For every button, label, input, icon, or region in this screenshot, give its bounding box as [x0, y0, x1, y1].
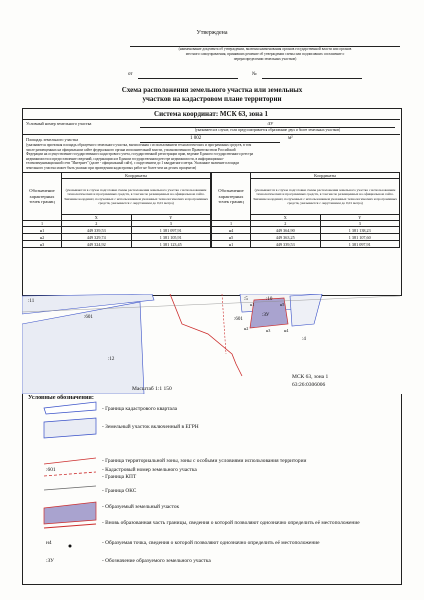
legend-sym-cadnum: :601 — [46, 467, 56, 473]
parcel-12 — [22, 302, 144, 394]
y-label: Y — [320, 215, 400, 221]
map-label: :601 — [234, 317, 243, 322]
conditional-number-label: Условный номер земельного участка — [26, 121, 92, 126]
point-label: н1 — [250, 302, 255, 307]
legend-title: Условные обозначения: — [28, 394, 94, 401]
legend-frame — [22, 394, 402, 585]
map-label: :4 — [302, 337, 306, 342]
area-notes: (указывается проектная площадь образуемого земельного участка, вычисленная с использованием технологических и программных средств, в том числе размещенных на официальном сайте федерального органа исполнительной власти, уполномоченного Правительством Российской Федерации на осуществление государственного кадастрового учета, государственной регистрации прав, ведение Единого государственного реестра недвижимости и предоставление сведений, содержащихся в Едином государственном реестре недвижимости, в информационно- телекоммуникационной сети "Интернет" (далее - официальный сайт), с округлением до 1 квадратного метра. Указанное значение площади земельного участка может быть указано при проведении кадастровых работ не более чем на десять процентов) — [26, 143, 254, 170]
map-label: :12 — [108, 357, 115, 362]
approval-title: Утверждена — [196, 30, 228, 36]
col-num: 2 — [62, 221, 132, 227]
area-label: Площадь земельного участка — [26, 137, 79, 142]
coord-system: Система координат: МСК 63, зона 1 — [154, 110, 268, 118]
region-code: 63:26:0306006 — [292, 382, 326, 388]
area-unit: м² — [288, 136, 293, 141]
map-label: :11 — [28, 299, 35, 304]
coords-header: Координаты — [62, 173, 211, 179]
legend-item: - Обозначение образуемого земельного участка — [102, 558, 211, 564]
x-label: X — [251, 215, 321, 221]
col-num: 1 — [212, 221, 251, 227]
number-label: № — [252, 72, 257, 77]
conditional-number-value: :ЗУ — [266, 121, 274, 126]
map-label: :5 — [244, 297, 248, 302]
legend-item: - Образуемая точка, сведения о которой позволяют однозначно определить её местоположение — [102, 540, 320, 546]
map-label: :601 — [84, 315, 93, 320]
map-label: :ЗУ — [262, 313, 270, 318]
coords-table-left — [22, 172, 211, 248]
table-row: н4 449 364,90 1 381 138,23 — [212, 227, 400, 234]
cadastral-map — [22, 294, 400, 394]
kpt-boundary — [170, 294, 242, 376]
col-num: 1 — [23, 221, 62, 227]
legend-item: - Граница кадастрового квартала — [102, 406, 178, 412]
col-num: 2 — [251, 221, 321, 227]
table-row: н1 449 339,53 1 381 097,91 — [212, 241, 400, 248]
point-col-header: Обозначение характерных точек границ — [212, 173, 251, 221]
coords-header: Координаты — [251, 173, 400, 179]
legend-sym-point: н4 — [46, 540, 52, 546]
coords-note: (указываются в случае подготовки схемы расположения земельного участка с использованием технологических и программных средств, в том числе размещенных на официальном сайте. Значение координат, полученных с использованием указанных технологических и программных средств, указывается с округлением до 0,01 метра) — [62, 179, 211, 215]
col-num: 3 — [131, 221, 211, 227]
x-label: X — [62, 215, 132, 221]
point-label: н5 — [280, 302, 285, 307]
table-row: н1 449 339,53 1 381 097,91 — [23, 227, 211, 234]
region-label: МСК 63, зона 1 — [292, 374, 329, 380]
from-label: от — [128, 72, 133, 77]
approval-fine-print: (наименование документа об утверждении, включая наименования органов государственной власти или органов местного самоуправления, принявших решение об утверждении схемы или подписавших соглашение о перераспределении земельных участков) — [178, 47, 352, 61]
legend-sym-zu: :ЗУ — [46, 558, 54, 564]
coords-table-right — [211, 172, 400, 248]
col-num: 3 — [320, 221, 400, 227]
parcel-4 — [290, 294, 322, 326]
table-row: н5 449 363,25 1 381 107,60 — [212, 234, 400, 241]
legend-item: - Граница КПТ — [102, 474, 137, 480]
point-col-header: Обозначение характерных точек границ — [23, 173, 62, 221]
point-label: н2 — [244, 326, 249, 331]
point-label: н4 — [284, 328, 289, 333]
coords-note: (указываются в случае подготовки схемы расположения земельного участка с использованием технологических и программных средств, в том числе размещенных на официальном сайте. Значение координат, полученных с использованием указанных технологических и программных средств, указывается с округлением до 0,01 метра) — [251, 179, 400, 215]
table-row: н2 449 329,74 1 381 105,91 — [23, 234, 211, 241]
legend-item: - Граница территориальной зоны, зоны с особыми условиями использования территории — [102, 458, 307, 464]
legend-item: - Образуемый земельный участок — [102, 504, 180, 510]
map-label: :10 — [266, 297, 273, 302]
conditional-number-note: (указывается в случае, если предусматривается образование двух и более земельных участков) — [194, 128, 341, 132]
legend-item: - Граница ОКС — [102, 488, 137, 494]
table-row: н3 449 324,92 1 381 123,45 — [23, 241, 211, 248]
legend-item: - Земельный участок включенный в ЕГРН — [102, 424, 199, 430]
y-label: Y — [131, 215, 211, 221]
point-label: н3 — [266, 328, 271, 333]
legend-item: - Вновь образованная часть границы, сведения о которой позволяют однозначно определить её местоположение — [102, 520, 360, 526]
page-title: Схема расположения земельного участка или земельных участков на кадастровом плане территории — [121, 86, 303, 103]
area-value: 1 002 — [190, 136, 202, 141]
legend-item: - Кадастровый номер земельного участка — [102, 467, 197, 473]
map-scale: Масштаб 1:1 150 — [132, 386, 172, 392]
